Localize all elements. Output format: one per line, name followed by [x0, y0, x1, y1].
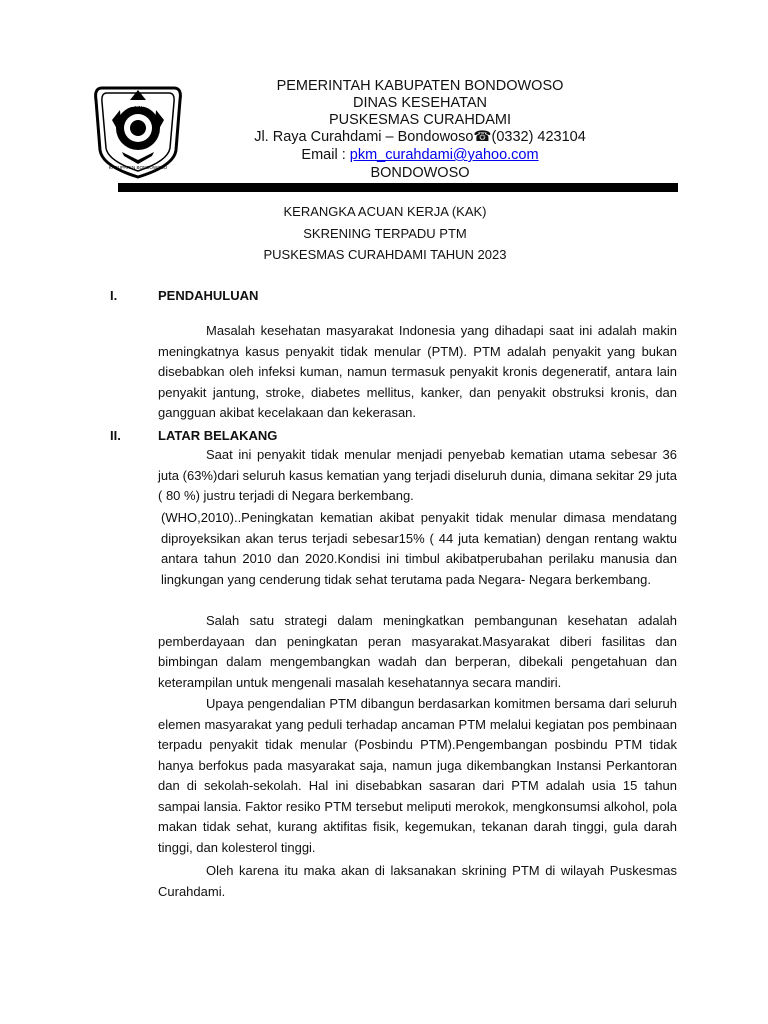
kop-city: BONDOWOSO [370, 165, 470, 181]
letterhead-divider [118, 183, 678, 192]
section-2-paragraph-1: Saat ini penyakit tidak menular menjadi penyebab kematian utama sebesar 36 juta (63%)dari seluruh kasus kematian yang terjadi diseluruh dunia, dimana sekitar 29 juta ( 80 %) justru terjadi di Negara berkembang. [158, 447, 677, 503]
doc-title-2: SKRENING TERPADU PTM [303, 226, 467, 241]
logo-top-text: BONDOWOSO [120, 103, 156, 109]
kop-address-line [190, 129, 650, 146]
telephone-icon: ☎ [473, 129, 492, 145]
section-1-title: PENDAHULUAN [158, 288, 259, 303]
logo-bottom-text: KABUPATEN BONDOWOSO [108, 165, 168, 170]
kop-phone: (0332) 423104 [491, 129, 586, 145]
section-1-paragraph-1: Masalah kesehatan masyarakat Indonesia yang dihadapi saat ini adalah makin meningkatnya kasus penyakit tidak menular (PTM). PTM adalah penyakit yang bukan disebabkan oleh infeksi kuman, namun termasuk penyakit kronis degeneratif, antara lain penyakit jantung, stroke, diabetes mellitus, kanker, dan penyakit obstruksi kronis, dan gangguan akibat kecelakaan dan kekerasan. [158, 323, 677, 420]
section-1-number: I. [110, 288, 118, 303]
kop-line-3: PUSKESMAS CURAHDAMI [328, 112, 512, 128]
kop-email-label: Email : [301, 147, 350, 163]
section-2-paragraph-4: Upaya pengendalian PTM dibangun berdasarkan komitmen bersama dari seluruh elemen masyarakat yang peduli terhadap ancaman PTM melalui kegiatan pos pembinaan terpadu penyakit tidak menular (Posbindu PTM).Pengembangan posbindu PTM tidak hanya berfokus pada masyarakat saja, namun juga dikembangkan Instansi Perkantoran dan di sekolah-sekolah. Hal ini disebabkan sasaran dari PTM adalah usia 15 tahun sampai lansia. Faktor resiko PTM tersebut meliputi merokok, mengkonsumsi alkohol, pola makan tidak sehat, kurang aktifitas fisik, kegemukan, tekanan darah tinggi, gula darah tinggi, dan kolesterol tinggi. [158, 696, 677, 855]
section-2-title: LATAR BELAKANG [158, 428, 278, 443]
kop-line-1: PEMERINTAH KABUPATEN BONDOWOSO [276, 78, 564, 94]
kop-line-2: DINAS KESEHATAN [352, 95, 488, 111]
section-2-paragraph-5: Oleh karena itu maka akan di laksanakan skrining PTM di wilayah Puskesmas Curahdami. [158, 863, 677, 899]
doc-title-3: PUSKESMAS CURAHDAMI TAHUN 2023 [263, 247, 507, 262]
section-2-number: II. [110, 428, 121, 443]
kop-email-line [190, 147, 650, 164]
email-link[interactable]: pkm_curahdami@yahoo.com [349, 147, 539, 163]
kop-address: Jl. Raya Curahdami – Bondowoso [254, 129, 474, 145]
doc-title-1: KERANGKA ACUAN KERJA (KAK) [283, 204, 487, 219]
section-2-paragraph-3: Salah satu strategi dalam meningkatkan pembangunan kesehatan adalah pemberdayaan dan peningkatan peran masyarakat.Masyarakat diberi fasilitas dan bimbingan dalam mengembangkan wadah dan berperan, dibekali pengetahuan dan keterampilan untuk mengenali masalah kesehatannya secara mandiri. [158, 613, 677, 690]
kabupaten-bondowoso-logo [92, 80, 184, 180]
section-2-paragraph-2: (WHO,2010)..Peningkatan kematian akibat penyakit tidak menular dimasa mendatang diproyeksikan akan terus terjadi sebesar15% ( 44 juta kematian) dengan rentang waktu antara tahun 2010 dan 2020.Kondisi ini timbul akibatperubahan perilaku manusia dan lingkungan yang cenderung tidak sehat terutama pada Negara- Negara berkembang. [161, 510, 677, 587]
